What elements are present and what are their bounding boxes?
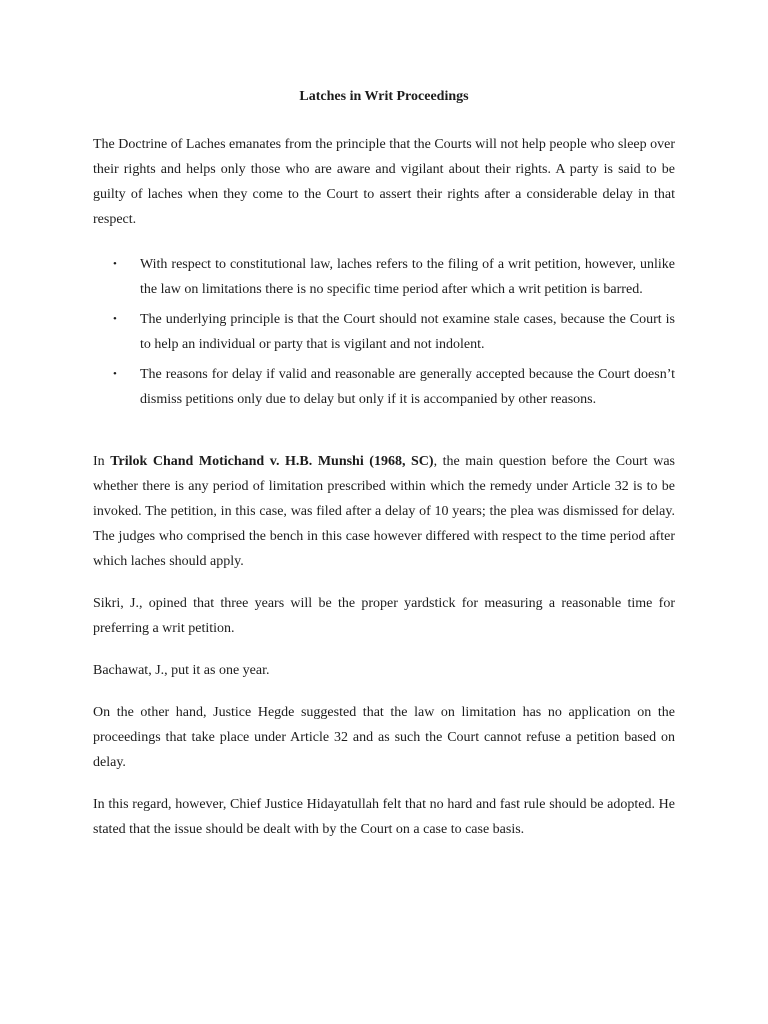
bullet-text: The underlying principle is that the Court should not examine stale cases, because the Court is to help an individual or party that is vigilant and not indolent. — [140, 312, 675, 352]
bullet-icon: • — [113, 258, 117, 270]
bachawat-paragraph: Bachawat, J., put it as one year. — [93, 663, 270, 678]
bullet-list — [93, 252, 675, 412]
case-paragraph — [93, 449, 675, 574]
case-name: Trilok Chand Motichand v. H.B. Munshi (1968, SC) — [110, 454, 434, 469]
document-body — [93, 82, 675, 842]
case-body: , the main question before the Court was whether there is any period of limitation prescribed within which the remedy under Article 32 is to be invoked. The petition, in this case, was filed after a delay of 10 years; the plea was dismissed for delay. The judges who comprised the bench in this case however differed with respect to the time period after which laches should apply. — [93, 454, 675, 569]
bullet-item — [93, 307, 675, 357]
sikri-paragraph: Sikri, J., opined that three years will be the proper yardstick for measuring a reasonable time for preferring a writ petition. — [93, 596, 675, 636]
hidayatullah-paragraph: In this regard, however, Chief Justice Hidayatullah felt that no hard and fast rule should be adopted. He stated that the issue should be dealt with by the Court on a case to case basis. — [93, 797, 675, 837]
bullet-item — [93, 252, 675, 302]
bullet-icon: • — [113, 313, 117, 325]
case-prefix: In — [93, 454, 111, 469]
bullet-item — [93, 362, 675, 412]
document-title: Latches in Writ Proceedings — [299, 89, 469, 104]
bullet-icon: • — [113, 368, 117, 380]
bullet-text: With respect to constitutional law, laches refers to the filing of a writ petition, however, unlike the law on limitations there is no specific time period after which a writ petition is barred. — [140, 257, 675, 297]
hegde-paragraph: On the other hand, Justice Hegde suggested that the law on limitation has no application on the proceedings that take place under Article 32 and as such the Court cannot refuse a petition based on delay. — [93, 705, 675, 770]
bullet-text: The reasons for delay if valid and reasonable are generally accepted because the Court doesn’t dismiss petitions only due to delay but only if it is accompanied by other reasons. — [140, 367, 675, 407]
intro-paragraph: The Doctrine of Laches emanates from the principle that the Courts will not help people who sleep over their rights and helps only those who are aware and vigilant about their rights. A party is said to be guilty of laches when they come to the Court to assert their rights after a considerable delay in that respect. — [93, 137, 675, 227]
